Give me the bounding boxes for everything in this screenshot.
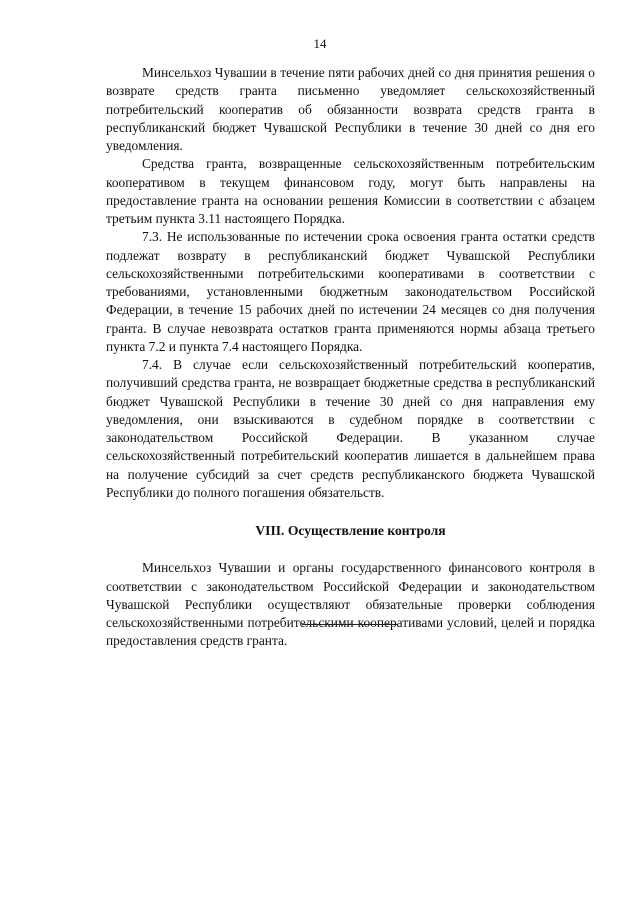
document-body [106,64,595,651]
paragraph-7-4: 7.4. В случае если сельскохозяйственный потребительский кооператив, получивший средства гранта, не возвращает бюджетные средства в республиканский бюджет Чувашской Республики в течение 30 дней со дня направления ему уведомления, они взыскиваются в судебном порядке в соответствии с законодательством Российской Федерации. В указанном случае сельскохозяйственный потребительский кооператив лишается в дальнейшем права на получение субсидий за счет средств республиканского бюджета Чувашской Республики до полного погашения обязательств. [106,357,595,500]
paragraph-control: Минсельхоз Чувашии и органы государственного финансового контроля в соответствии с законодательством Российской Федерации и законодательством Чувашской Республики осуществляют обязательные проверки соблюдения сельскохозяйственными потребительскими кооперативами условий, целей и порядка предоставления средств гранта. [106,560,595,649]
section-heading: VIII. Осуществление контроля [255,523,446,538]
end-separator-line [302,624,398,625]
paragraph-return-notice: Минсельхоз Чувашии в течение пяти рабочих дней со дня принятия решения о возврате средств гранта письменно уведомляет сельскохозяйственный потребительский кооператив об обязанности возврата средств гранта в республиканский бюджет Чувашской Республики в течение 30 дней со дня его уведомления. [106,65,595,153]
page-number: 14 [313,36,327,51]
paragraph-7-3: 7.3. Не использованные по истечении срока освоения гранта остатки средств подлежат возврату в республиканский бюджет Чувашской Республики сельскохозяйственными потребительскими кооперативами в соответствии с требованиями, установленными бюджетным законодательством Российской Федерации, в течение 15 рабочих дней по истечении 24 месяцев со дня получения гранта. В случае невозврата остатков гранта применяются нормы абзаца третьего пункта 7.2 и пункта 7.4 настоящего Порядка. [106,229,595,354]
paragraph-returned-funds: Средства гранта, возвращенные сельскохозяйственным потребительским кооперативом в текущем финансовом году, могут быть направлены на предоставление гранта на основании решения Комиссии в соответствии с абзацем третьим пункта 3.11 настоящего Порядка. [106,156,595,226]
